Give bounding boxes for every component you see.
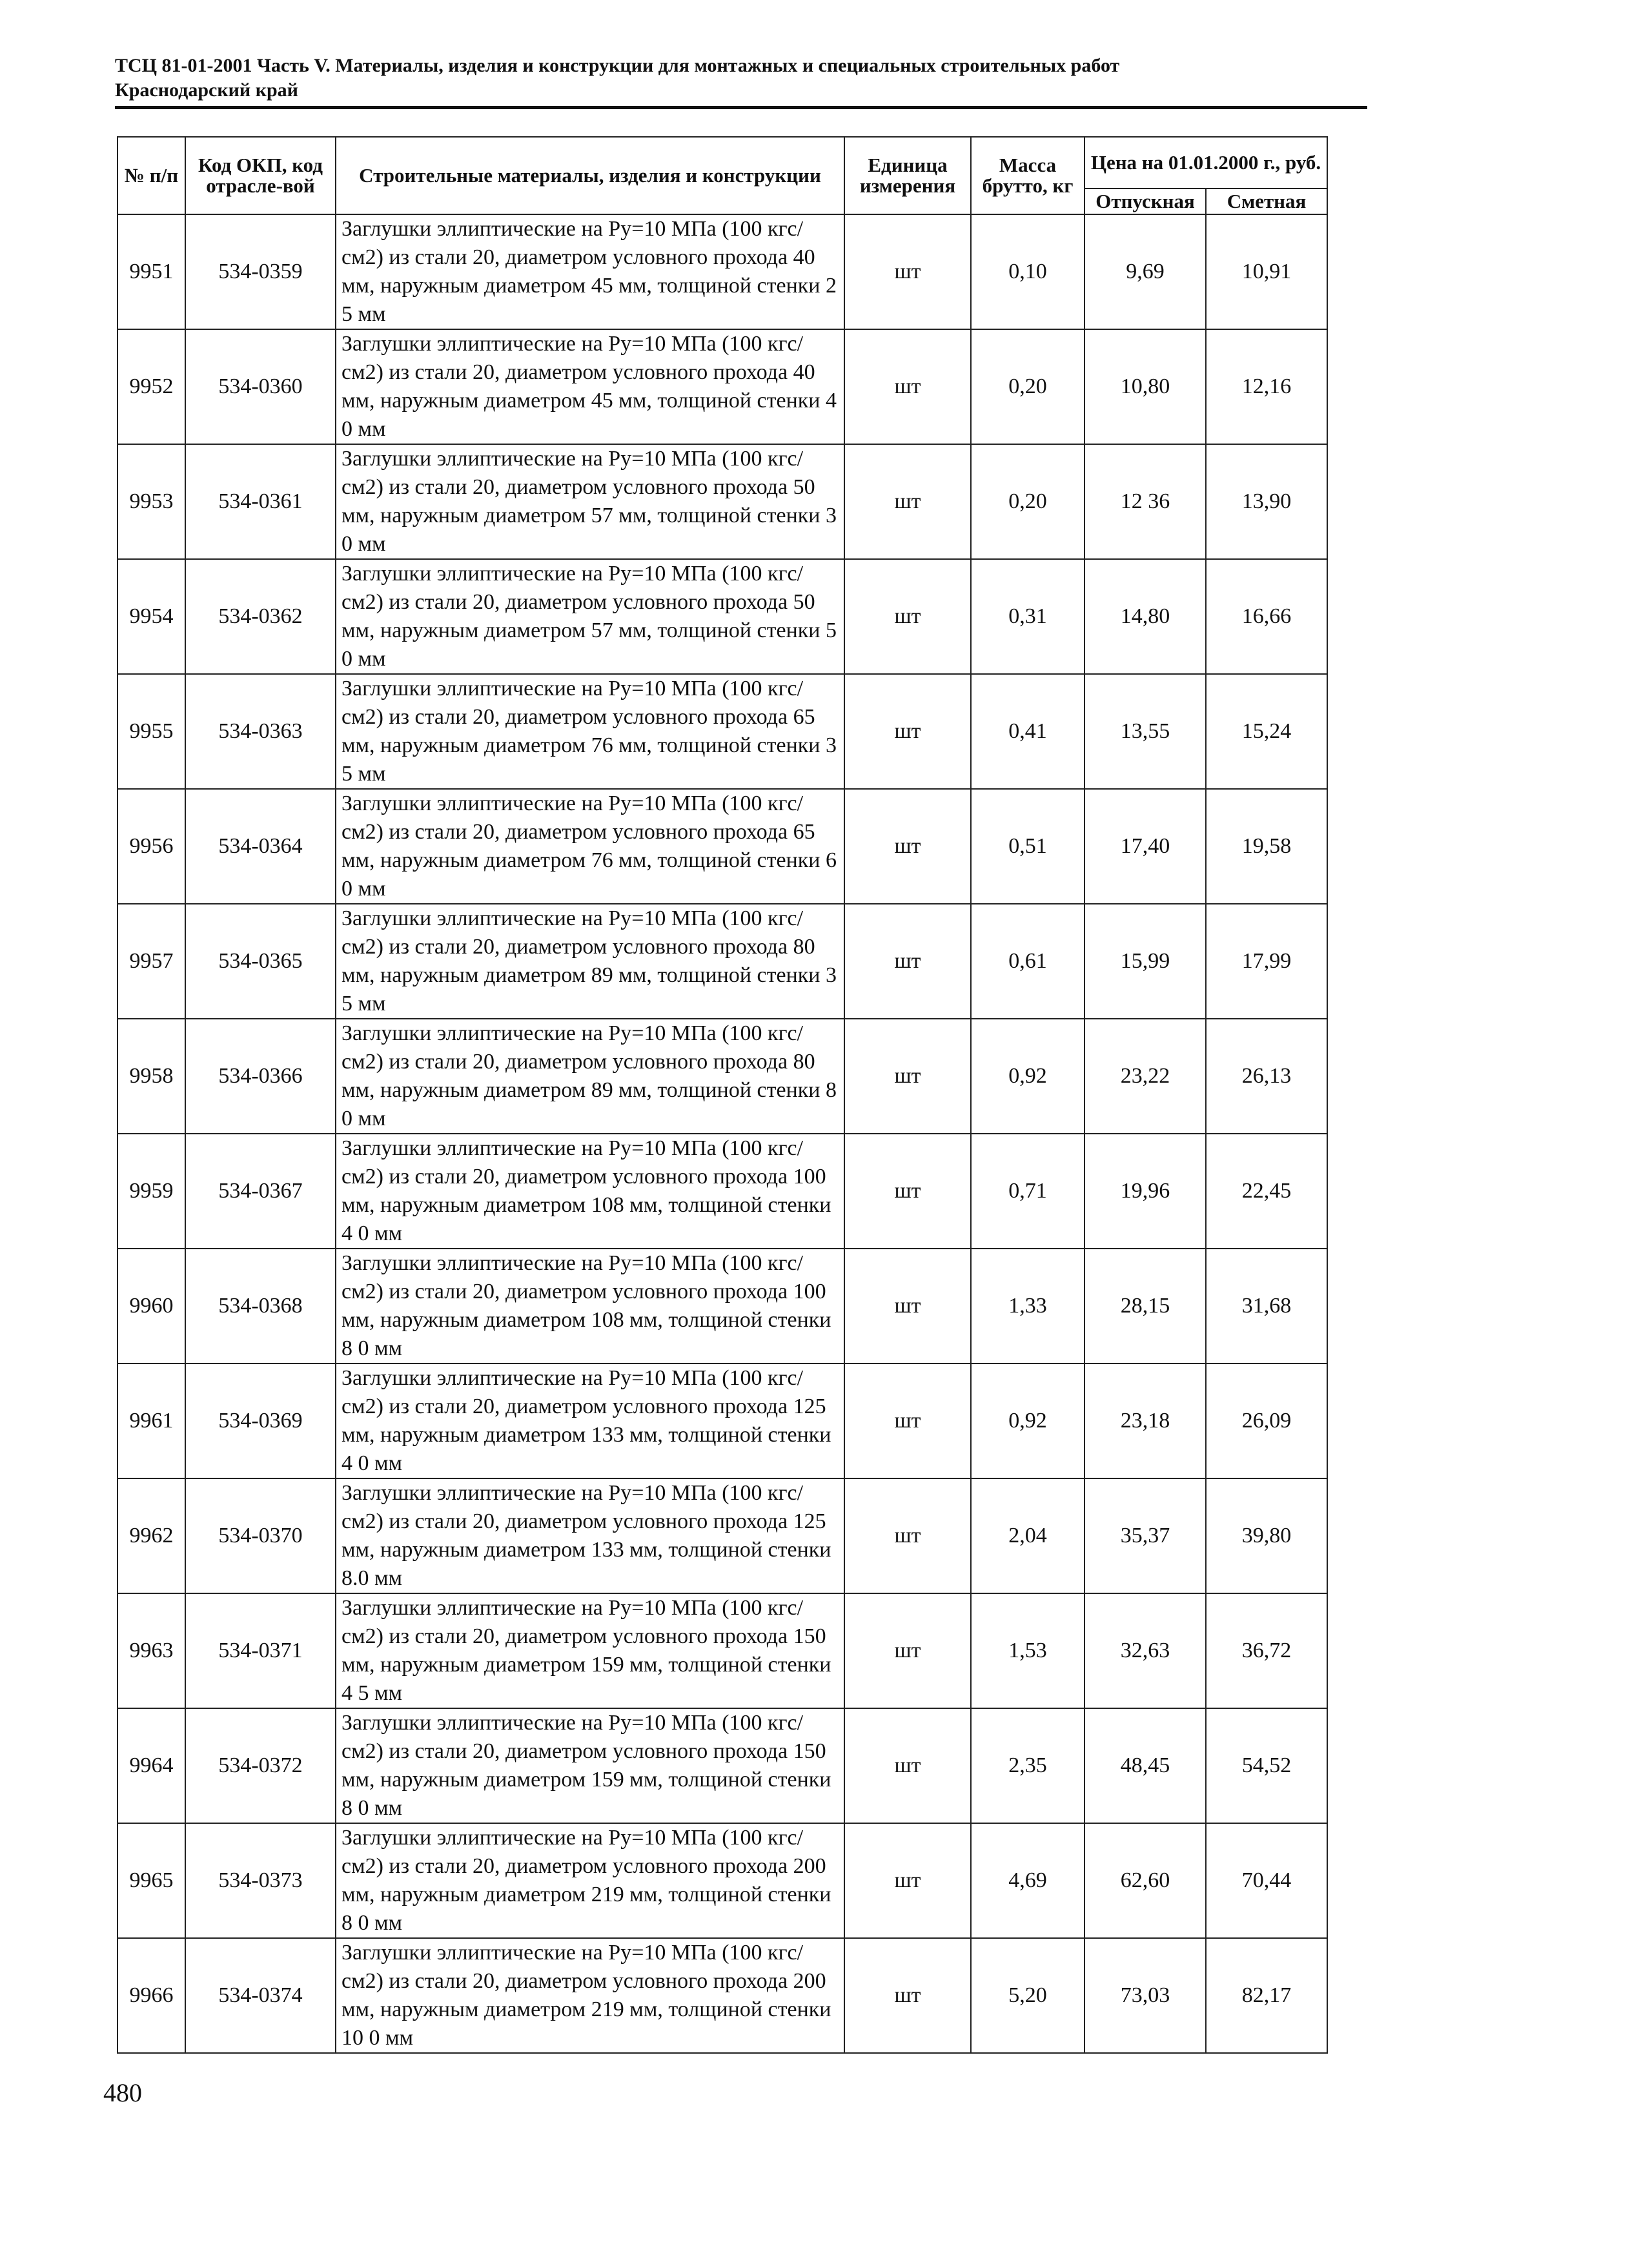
okp-code: 534-0368 <box>185 1249 336 1364</box>
release-price: 12 36 <box>1085 444 1206 559</box>
gross-mass: 2,35 <box>971 1708 1085 1823</box>
release-price: 17,40 <box>1085 789 1206 904</box>
estimate-price: 54,52 <box>1206 1708 1327 1823</box>
row-number: 9952 <box>117 329 185 444</box>
unit-of-measure: шт <box>844 1938 971 2053</box>
estimate-price: 13,90 <box>1206 444 1327 559</box>
row-number: 9963 <box>117 1593 185 1708</box>
gross-mass: 2,04 <box>971 1478 1085 1593</box>
release-price: 15,99 <box>1085 904 1206 1019</box>
gross-mass: 0,10 <box>971 214 1085 329</box>
okp-code: 534-0366 <box>185 1019 336 1134</box>
okp-code: 534-0365 <box>185 904 336 1019</box>
okp-code: 534-0370 <box>185 1478 336 1593</box>
estimate-price: 36,72 <box>1206 1593 1327 1708</box>
estimate-price: 15,24 <box>1206 674 1327 789</box>
okp-code: 534-0373 <box>185 1823 336 1938</box>
release-price: 23,22 <box>1085 1019 1206 1134</box>
row-number: 9962 <box>117 1478 185 1593</box>
gross-mass: 0,92 <box>971 1019 1085 1134</box>
unit-of-measure: шт <box>844 789 971 904</box>
material-description: Заглушки эллиптические на Ру=10 МПа (100 кгс/см2) из стали 20, диаметром условного прохода 50 мм, наружным диаметром 57 мм, толщиной стенки 5 0 мм <box>336 559 844 674</box>
release-price: 32,63 <box>1085 1593 1206 1708</box>
gross-mass: 0,61 <box>971 904 1085 1019</box>
column-header-price-group: Цена на 01.01.2000 г., руб. <box>1085 137 1327 189</box>
release-price: 73,03 <box>1085 1938 1206 2053</box>
okp-code: 534-0371 <box>185 1593 336 1708</box>
row-number: 9965 <box>117 1823 185 1938</box>
table-row <box>117 559 1327 674</box>
gross-mass: 0,31 <box>971 559 1085 674</box>
table-body <box>117 214 1327 2053</box>
gross-mass: 0,20 <box>971 444 1085 559</box>
row-number: 9955 <box>117 674 185 789</box>
region-title: Краснодарский край <box>115 79 298 101</box>
table-row <box>117 674 1327 789</box>
okp-code: 534-0361 <box>185 444 336 559</box>
table-row <box>117 444 1327 559</box>
page-number: 480 <box>103 2078 142 2107</box>
material-description: Заглушки эллиптические на Ру=10 МПа (100 кгс/см2) из стали 20, диаметром условного прохода 150 мм, наружным диаметром 159 мм, толщиной стенки 4 5 мм <box>336 1593 844 1708</box>
header-divider <box>115 106 1367 109</box>
unit-of-measure: шт <box>844 1593 971 1708</box>
row-number: 9964 <box>117 1708 185 1823</box>
gross-mass: 0,41 <box>971 674 1085 789</box>
material-description: Заглушки эллиптические на Ру=10 МПа (100 кгс/см2) из стали 20, диаметром условного прохода 200 мм, наружным диаметром 219 мм, толщиной стенки 8 0 мм <box>336 1823 844 1938</box>
row-number: 9959 <box>117 1134 185 1249</box>
release-price: 28,15 <box>1085 1249 1206 1364</box>
table-row <box>117 1364 1327 1478</box>
material-description: Заглушки эллиптические на Ру=10 МПа (100 кгс/см2) из стали 20, диаметром условного прохода 125 мм, наружным диаметром 133 мм, толщиной стенки 8.0 мм <box>336 1478 844 1593</box>
gross-mass: 0,71 <box>971 1134 1085 1249</box>
row-number: 9966 <box>117 1938 185 2053</box>
column-header-num: № п/п <box>117 137 185 214</box>
okp-code: 534-0360 <box>185 329 336 444</box>
release-price: 13,55 <box>1085 674 1206 789</box>
unit-of-measure: шт <box>844 1364 971 1478</box>
gross-mass: 0,92 <box>971 1364 1085 1478</box>
unit-of-measure: шт <box>844 444 971 559</box>
release-price: 35,37 <box>1085 1478 1206 1593</box>
material-description: Заглушки эллиптические на Ру=10 МПа (100 кгс/см2) из стали 20, диаметром условного прохода 40 мм, наружным диаметром 45 мм, толщиной стенки 2 5 мм <box>336 214 844 329</box>
row-number: 9958 <box>117 1019 185 1134</box>
gross-mass: 0,51 <box>971 789 1085 904</box>
gross-mass: 0,20 <box>971 329 1085 444</box>
unit-of-measure: шт <box>844 1019 971 1134</box>
estimate-price: 10,91 <box>1206 214 1327 329</box>
gross-mass: 5,20 <box>971 1938 1085 2053</box>
unit-of-measure: шт <box>844 1134 971 1249</box>
release-price: 10,80 <box>1085 329 1206 444</box>
row-number: 9953 <box>117 444 185 559</box>
estimate-price: 26,09 <box>1206 1364 1327 1478</box>
column-header-price-estimate: Сметная <box>1206 189 1327 214</box>
column-header-name: Строительные материалы, изделия и конструкции <box>336 137 844 214</box>
release-price: 9,69 <box>1085 214 1206 329</box>
estimate-price: 16,66 <box>1206 559 1327 674</box>
material-description: Заглушки эллиптические на Ру=10 МПа (100 кгс/см2) из стали 20, диаметром условного прохода 150 мм, наружным диаметром 159 мм, толщиной стенки 8 0 мм <box>336 1708 844 1823</box>
column-header-unit: Единица измерения <box>844 137 971 214</box>
row-number: 9957 <box>117 904 185 1019</box>
okp-code: 534-0359 <box>185 214 336 329</box>
material-description: Заглушки эллиптические на Ру=10 МПа (100 кгс/см2) из стали 20, диаметром условного прохода 125 мм, наружным диаметром 133 мм, толщиной стенки 4 0 мм <box>336 1364 844 1478</box>
row-number: 9960 <box>117 1249 185 1364</box>
table-row <box>117 1478 1327 1593</box>
table-row <box>117 1823 1327 1938</box>
unit-of-measure: шт <box>844 1708 971 1823</box>
material-description: Заглушки эллиптические на Ру=10 МПа (100 кгс/см2) из стали 20, диаметром условного прохода 100 мм, наружным диаметром 108 мм, толщиной стенки 8 0 мм <box>336 1249 844 1364</box>
column-header-mass: Масса брутто, кг <box>971 137 1085 214</box>
estimate-price: 70,44 <box>1206 1823 1327 1938</box>
release-price: 14,80 <box>1085 559 1206 674</box>
table-row <box>117 1708 1327 1823</box>
release-price: 23,18 <box>1085 1364 1206 1478</box>
gross-mass: 1,53 <box>971 1593 1085 1708</box>
okp-code: 534-0372 <box>185 1708 336 1823</box>
unit-of-measure: шт <box>844 1249 971 1364</box>
unit-of-measure: шт <box>844 559 971 674</box>
table-row <box>117 1019 1327 1134</box>
table-row <box>117 789 1327 904</box>
row-number: 9954 <box>117 559 185 674</box>
okp-code: 534-0363 <box>185 674 336 789</box>
material-description: Заглушки эллиптические на Ру=10 МПа (100 кгс/см2) из стали 20, диаметром условного прохода 40 мм, наружным диаметром 45 мм, толщиной стенки 4 0 мм <box>336 329 844 444</box>
okp-code: 534-0364 <box>185 789 336 904</box>
estimate-price: 26,13 <box>1206 1019 1327 1134</box>
table-row <box>117 1134 1327 1249</box>
table-row <box>117 1938 1327 2053</box>
unit-of-measure: шт <box>844 214 971 329</box>
estimate-price: 19,58 <box>1206 789 1327 904</box>
unit-of-measure: шт <box>844 1478 971 1593</box>
page-header <box>115 53 1367 102</box>
column-header-code: Код ОКП, код отрасле-вой <box>185 137 336 214</box>
okp-code: 534-0362 <box>185 559 336 674</box>
document-title: ТСЦ 81-01-2001 Часть V. Материалы, изделия и конструкции для монтажных и специальных строительных работ <box>115 55 1120 76</box>
material-description: Заглушки эллиптические на Ру=10 МПа (100 кгс/см2) из стали 20, диаметром условного прохода 65 мм, наружным диаметром 76 мм, толщиной стенки 3 5 мм <box>336 674 844 789</box>
release-price: 19,96 <box>1085 1134 1206 1249</box>
price-table <box>117 136 1328 2054</box>
material-description: Заглушки эллиптические на Ру=10 МПа (100 кгс/см2) из стали 20, диаметром условного прохода 80 мм, наружным диаметром 89 мм, толщиной стенки 8 0 мм <box>336 1019 844 1134</box>
table-row <box>117 1249 1327 1364</box>
unit-of-measure: шт <box>844 1823 971 1938</box>
material-description: Заглушки эллиптические на Ру=10 МПа (100 кгс/см2) из стали 20, диаметром условного прохода 200 мм, наружным диаметром 219 мм, толщиной стенки 10 0 мм <box>336 1938 844 2053</box>
estimate-price: 82,17 <box>1206 1938 1327 2053</box>
okp-code: 534-0367 <box>185 1134 336 1249</box>
estimate-price: 12,16 <box>1206 329 1327 444</box>
estimate-price: 17,99 <box>1206 904 1327 1019</box>
material-description: Заглушки эллиптические на Ру=10 МПа (100 кгс/см2) из стали 20, диаметром условного прохода 50 мм, наружным диаметром 57 мм, толщиной стенки 3 0 мм <box>336 444 844 559</box>
material-description: Заглушки эллиптические на Ру=10 МПа (100 кгс/см2) из стали 20, диаметром условного прохода 65 мм, наружным диаметром 76 мм, толщиной стенки 6 0 мм <box>336 789 844 904</box>
okp-code: 534-0369 <box>185 1364 336 1478</box>
column-header-price-release: Отпускная <box>1085 189 1206 214</box>
unit-of-measure: шт <box>844 904 971 1019</box>
gross-mass: 4,69 <box>971 1823 1085 1938</box>
table-row <box>117 214 1327 329</box>
row-number: 9961 <box>117 1364 185 1478</box>
release-price: 62,60 <box>1085 1823 1206 1938</box>
table-row <box>117 329 1327 444</box>
gross-mass: 1,33 <box>971 1249 1085 1364</box>
row-number: 9956 <box>117 789 185 904</box>
material-description: Заглушки эллиптические на Ру=10 МПа (100 кгс/см2) из стали 20, диаметром условного прохода 100 мм, наружным диаметром 108 мм, толщиной стенки 4 0 мм <box>336 1134 844 1249</box>
table-row <box>117 1593 1327 1708</box>
estimate-price: 39,80 <box>1206 1478 1327 1593</box>
unit-of-measure: шт <box>844 329 971 444</box>
row-number: 9951 <box>117 214 185 329</box>
estimate-price: 22,45 <box>1206 1134 1327 1249</box>
okp-code: 534-0374 <box>185 1938 336 2053</box>
material-description: Заглушки эллиптические на Ру=10 МПа (100 кгс/см2) из стали 20, диаметром условного прохода 80 мм, наружным диаметром 89 мм, толщиной стенки 3 5 мм <box>336 904 844 1019</box>
release-price: 48,45 <box>1085 1708 1206 1823</box>
estimate-price: 31,68 <box>1206 1249 1327 1364</box>
unit-of-measure: шт <box>844 674 971 789</box>
table-row <box>117 904 1327 1019</box>
